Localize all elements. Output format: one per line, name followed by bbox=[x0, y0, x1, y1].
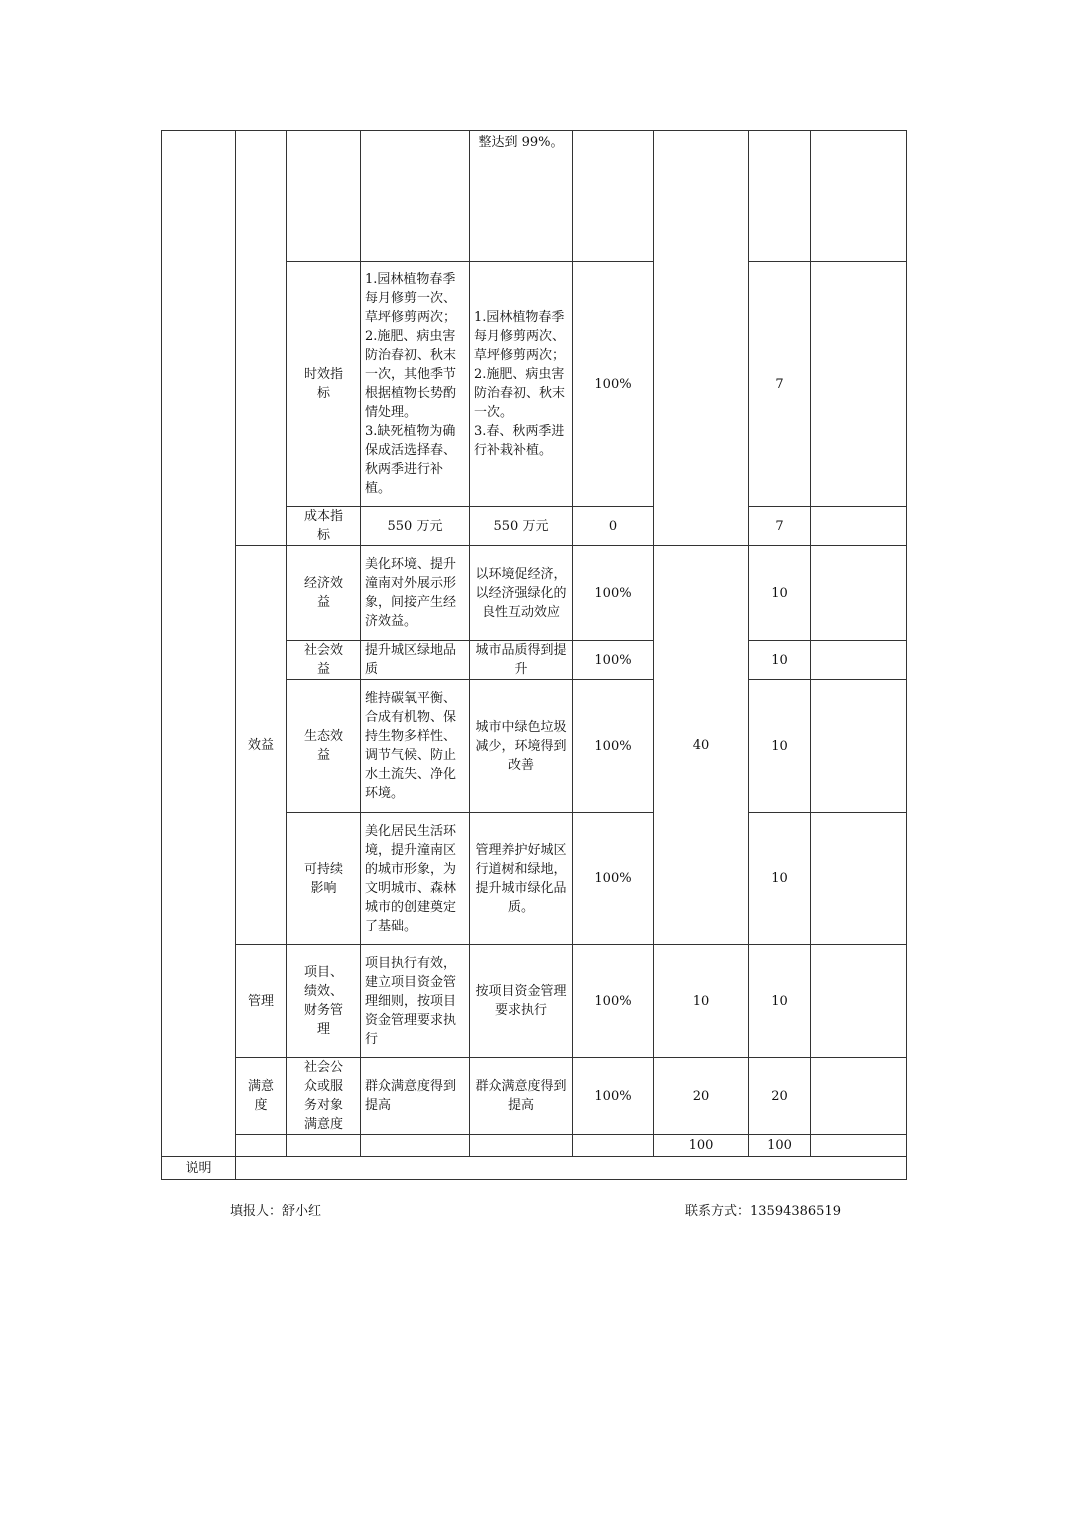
cost-rate: 0 bbox=[573, 507, 654, 546]
sustainable-label: 可持续 影响 bbox=[287, 813, 361, 945]
remark-cell bbox=[811, 507, 907, 546]
output-weight-cell bbox=[654, 131, 749, 546]
ecological-rate: 100% bbox=[573, 680, 654, 813]
note-label: 说明 bbox=[162, 1157, 236, 1180]
total-blank-cell bbox=[811, 1135, 907, 1157]
cost-actual: 550 万元 bbox=[470, 507, 573, 546]
satisfaction-actual: 群众满意度得到提高 bbox=[470, 1058, 573, 1135]
ecological-label: 生态效 益 bbox=[287, 680, 361, 813]
management-actual: 按项目资金管理要求执行 bbox=[470, 945, 573, 1058]
economic-rate: 100% bbox=[573, 546, 654, 641]
satisfaction-target: 群众满意度得到提高 bbox=[361, 1058, 470, 1135]
filler-name: 填报人：舒小红 bbox=[230, 1204, 322, 1219]
social-score: 10 bbox=[749, 641, 811, 680]
management-target: 项目执行有效，建立项目资金管理细则，按项目资金管理要求执行 bbox=[361, 945, 470, 1058]
satisfaction-weight: 20 bbox=[654, 1058, 749, 1135]
actual-cell: 整达到 99%。 bbox=[470, 131, 573, 262]
benefit-category: 效益 bbox=[236, 546, 287, 945]
benefit-weight: 40 bbox=[654, 546, 749, 945]
timeliness-label: 时效指 标 bbox=[287, 262, 361, 507]
remark-cell bbox=[811, 641, 907, 680]
sustainable-target: 美化居民生活环境，提升潼南区的城市形象，为文明城市、森林城市的创建奠定了基础。 bbox=[361, 813, 470, 945]
management-score: 10 bbox=[749, 945, 811, 1058]
sustainable-actual: 管理养护好城区行道树和绿地，提升城市绿化品质。 bbox=[470, 813, 573, 945]
timeliness-rate: 100% bbox=[573, 262, 654, 507]
total-blank-cell bbox=[470, 1135, 573, 1157]
economic-score: 10 bbox=[749, 546, 811, 641]
total-score: 100 bbox=[749, 1135, 811, 1157]
remark-cell bbox=[811, 131, 907, 262]
sustainable-rate: 100% bbox=[573, 813, 654, 945]
timeliness-score: 7 bbox=[749, 262, 811, 507]
management-rate: 100% bbox=[573, 945, 654, 1058]
timeliness-actual: 1.园林植物春季每月修剪两次、草坪修剪两次；2.施肥、病虫害防治春初、秋末一次。 3.春、秋两季进行补栽补植。 bbox=[470, 262, 573, 507]
sustainable-score: 10 bbox=[749, 813, 811, 945]
total-blank-cell bbox=[236, 1135, 287, 1157]
remark-cell bbox=[811, 262, 907, 507]
outer-blank-cell bbox=[162, 131, 236, 1157]
table-row bbox=[162, 546, 907, 641]
total-blank-cell bbox=[361, 1135, 470, 1157]
social-actual: 城市品质得到提升 bbox=[470, 641, 573, 680]
economic-label: 经济效 益 bbox=[287, 546, 361, 641]
total-weight: 100 bbox=[654, 1135, 749, 1157]
remark-cell bbox=[811, 546, 907, 641]
social-label: 社会效 益 bbox=[287, 641, 361, 680]
management-weight: 10 bbox=[654, 945, 749, 1058]
satisfaction-label: 社会公 众或服 务对象 满意度 bbox=[287, 1058, 361, 1135]
performance-table bbox=[161, 130, 907, 1180]
satisfaction-category: 满意 度 bbox=[236, 1058, 287, 1135]
table-row bbox=[162, 131, 907, 262]
management-label: 项目、 绩效、 财务管 理 bbox=[287, 945, 361, 1058]
management-category: 管理 bbox=[236, 945, 287, 1058]
economic-target: 美化环境、提升潼南对外展示形象，间接产生经济效益。 bbox=[361, 546, 470, 641]
remark-cell bbox=[811, 680, 907, 813]
total-blank-cell bbox=[287, 1135, 361, 1157]
remark-cell bbox=[811, 813, 907, 945]
table-row bbox=[162, 945, 907, 1058]
target-cell bbox=[361, 131, 470, 262]
indicator-label-cell bbox=[287, 131, 361, 262]
table-row bbox=[162, 1058, 907, 1135]
social-target: 提升城区绿地品质 bbox=[361, 641, 470, 680]
satisfaction-score: 20 bbox=[749, 1058, 811, 1135]
timeliness-target: 1.园林植物春季每月修剪一次、草坪修剪两次；2.施肥、病虫害防治春初、秋末一次，其他季节根据植物长势酌情处理。 3.缺死植物为确保成活选择春、秋两季进行补植。 bbox=[361, 262, 470, 507]
table-row-note bbox=[162, 1157, 907, 1180]
remark-cell bbox=[811, 945, 907, 1058]
contact-info: 联系方式：13594386519 bbox=[685, 1204, 841, 1219]
cost-target: 550 万元 bbox=[361, 507, 470, 546]
cost-score: 7 bbox=[749, 507, 811, 546]
ecological-target: 维持碳氧平衡、合成有机物、保持生物多样性、调节气候、防止水土流失、净化环境。 bbox=[361, 680, 470, 813]
table-row-total bbox=[162, 1135, 907, 1157]
rate-cell bbox=[573, 131, 654, 262]
note-value bbox=[236, 1157, 907, 1180]
total-blank-cell bbox=[573, 1135, 654, 1157]
satisfaction-rate: 100% bbox=[573, 1058, 654, 1135]
social-rate: 100% bbox=[573, 641, 654, 680]
ecological-actual: 城市中绿色垃圾减少，环境得到改善 bbox=[470, 680, 573, 813]
remark-cell bbox=[811, 1058, 907, 1135]
output-category-cell bbox=[236, 131, 287, 546]
cost-label: 成本指 标 bbox=[287, 507, 361, 546]
score-cell bbox=[749, 131, 811, 262]
ecological-score: 10 bbox=[749, 680, 811, 813]
economic-actual: 以环境促经济，以经济强绿化的良性互动效应 bbox=[470, 546, 573, 641]
